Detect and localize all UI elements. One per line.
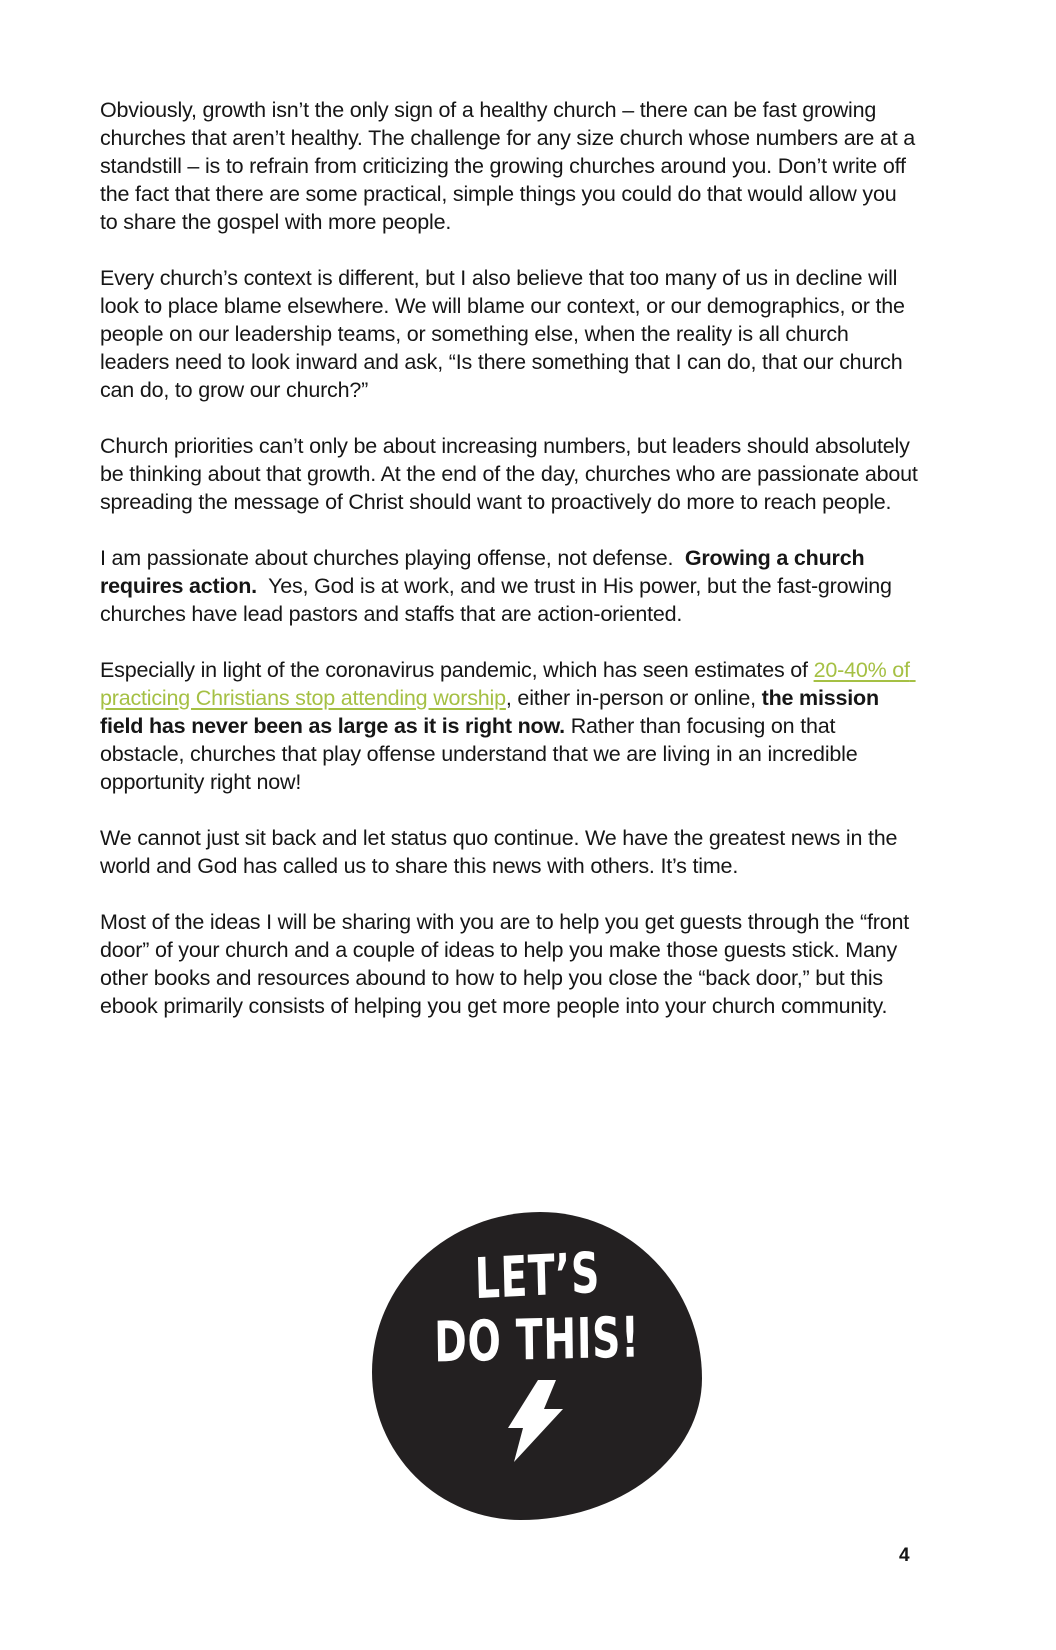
- bold-text: Growing a church requires action.: [100, 546, 871, 598]
- page-number: 4: [899, 1545, 910, 1566]
- body-text: Rather than focusing on that obstacle, churches that play offense understand that we are living in an incredible opportunity right now!: [100, 714, 864, 794]
- paragraph: [100, 908, 918, 1020]
- paragraph: [100, 432, 924, 516]
- lets-do-this-badge: [372, 1212, 702, 1520]
- body-text: Yes, God is at work, and we trust in His power, but the fast-growing churches have lead pastors and staffs that are action-oriented.: [100, 574, 898, 626]
- body-text: Every church’s context is different, but I also believe that too many of us in decline will look to place blame elsewhere. We will blame our context, or our demographics, or the people on our leadership teams, or something else, when the reality is all church leaders need to look inward and ask, “Is there something that I can do, that our church can do, to grow our church?”: [100, 266, 911, 402]
- body-text: Especially in light of the coronavirus pandemic, which has seen estimates of: [100, 658, 814, 682]
- body-text: We cannot just sit back and let status quo continue. We have the greatest news in the world and God has called us to share this news with others. It’s time.: [100, 826, 904, 878]
- badge-text-line1: LET’S: [474, 1240, 601, 1313]
- body-text: , either in-person or online,: [505, 686, 762, 710]
- body-text: Church priorities can’t only be about increasing numbers, but leaders should absolutely be thinking about that growth. At the end of the day, churches who are passionate about spreading the message of Christ should want to proactively do more to reach people.: [100, 434, 924, 514]
- paragraph: [100, 824, 918, 880]
- paragraph: [100, 96, 921, 236]
- badge-text-line2: DO THIS!: [433, 1305, 641, 1376]
- article-text: [100, 96, 924, 1048]
- paragraph: [100, 544, 918, 628]
- body-text: Most of the ideas I will be sharing with you are to help you get guests through the “front door” of your church and a couple of ideas to help you make those guests stick. Many other books and resources abound to how to help you close the “back door,” but this ebook primarily consists of helping you get more people into your church community.: [100, 910, 915, 1018]
- body-text: Obviously, growth isn’t the only sign of a healthy church – there can be fast growing churches that aren’t healthy. The challenge for any size church whose numbers are at a standstill – is to refrain from criticizing the growing churches around you. Don’t write off the fact that there are some practical, simple things you could do that would allow you to share the gospel with more people.: [100, 98, 921, 234]
- attendance-stat-link[interactable]: 20-40% of practicing Christians stop attending worship: [100, 658, 916, 710]
- bold-text: the mission field has never been as large as it is right now.: [100, 686, 885, 738]
- paragraph: [100, 656, 918, 796]
- paragraph: [100, 264, 918, 404]
- body-text: I am passionate about churches playing offense, not defense.: [100, 546, 685, 570]
- lightning-bolt-icon: [372, 1380, 702, 1467]
